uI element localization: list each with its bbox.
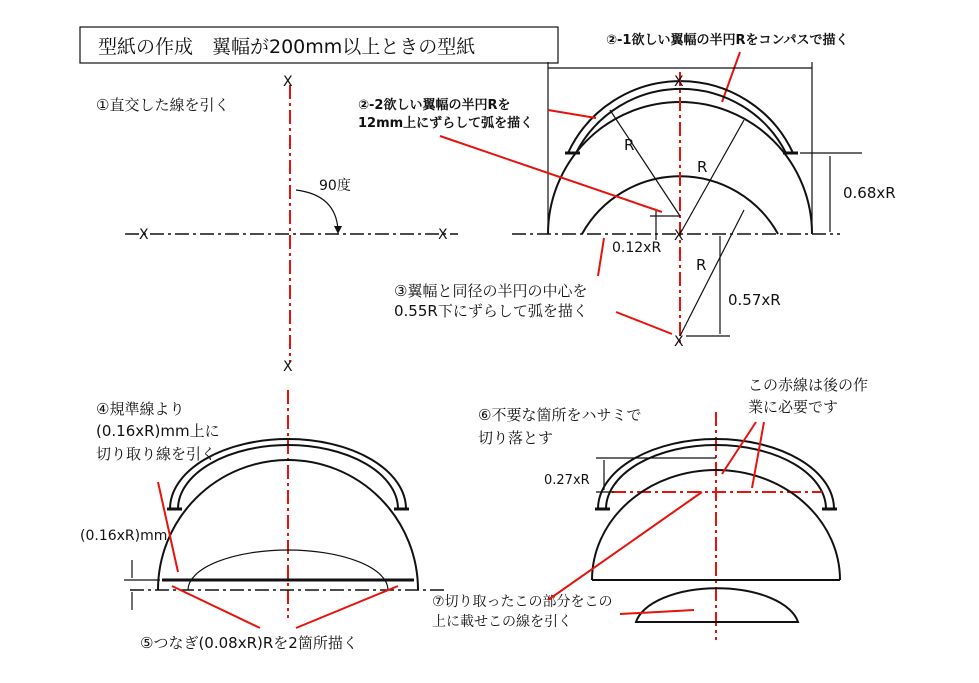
radius-line-3 [680,210,744,336]
angle-label: 90度 [319,178,351,194]
step7-line1: ⑦切り取ったこの部分をこの [432,594,613,610]
step4-line3: 切り取り線を引く [96,445,217,463]
radius-label-2: R [697,158,708,176]
dim-027-label: 0.27xR [544,473,590,488]
mark-top: X [283,74,293,90]
step4-line1: ④規準線より [96,400,185,418]
step2-1-label: ②-1欲しい翼幅の半円Rをコンパスで描く [606,33,849,48]
leader-7a [548,492,702,600]
dim-016-label: (0.16xR)mm [80,528,168,544]
leader-3b [616,312,672,334]
leader-7b [620,610,694,614]
step6-line1: ⑥不要な箇所をハサミで [478,406,642,424]
radius-label-3: R [696,256,707,274]
leader-2-2a [548,110,596,118]
step1-label: ①直交した線を引く [96,96,230,114]
mark-bottom: X [283,359,293,375]
leader-3a [598,238,604,276]
panel2-mark-center: X [674,228,684,244]
step2-2-line1: ②-2欲しい翼幅の半円Rを [358,98,511,113]
note-red-line1: この赤線は後の作 [748,376,869,394]
page-title: 型紙の作成 翼幅が200mm以上ときの型紙 [98,36,476,58]
note-red-line2: 業に必要です [748,398,839,416]
dim-057-label: 0.57xR [728,291,781,309]
step6-line2: 切り落とす [478,429,554,447]
radius-line-1 [610,110,680,216]
step4-line2: (0.16xR)mm上に [96,422,220,440]
mark-right: X [438,227,448,243]
step5-label: ⑤つなぎ(0.08xR)Rを2箇所描く [140,634,358,652]
angle-arc [296,190,338,230]
leader-5b [296,586,398,628]
step2-2-line2: 12mm上にずらして弧を描く [358,116,534,131]
panel2-mark-top: X [674,74,684,90]
dim-012-label: 0.12xR [612,240,662,256]
leader-5a [172,586,260,628]
step3-line1: ③翼幅と同径の半円の中心を [394,282,588,300]
step3-line2: 0.55R下にずらして弧を描く [394,302,588,320]
panel-step2 [358,32,896,350]
step7-line2: 上に載せこの線を引く [432,614,572,630]
panel2-mark-bottom: X [674,334,684,350]
angle-arrow-head [334,226,342,234]
mark-left: X [139,227,149,243]
panel-step4 [80,390,448,652]
panel-step6 [432,376,868,640]
radius-label-1: R [624,136,635,154]
dim-068-label: 0.68xR [843,184,896,202]
